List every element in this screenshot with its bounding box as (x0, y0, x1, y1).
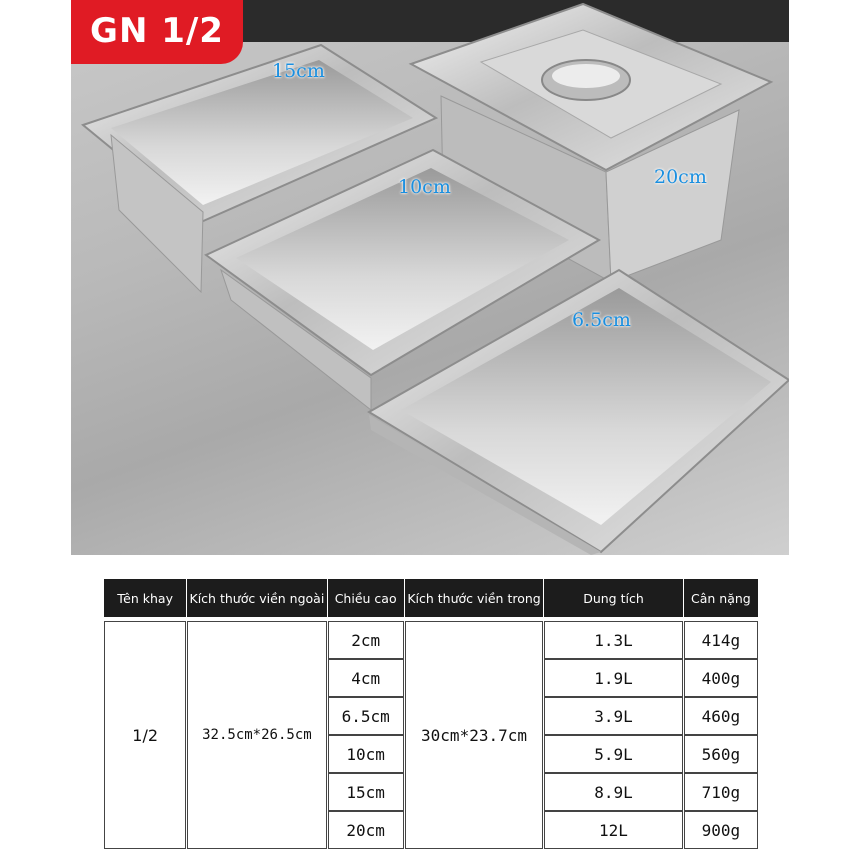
tray-name-cell: 1/2 (104, 621, 186, 849)
weight-cell: 400g (684, 659, 758, 697)
height-cell: 6.5cm (328, 697, 404, 735)
header-weight: Cân nặng (684, 579, 758, 617)
height-cell: 4cm (328, 659, 404, 697)
header-outer-size: Kích thước viền ngoài (187, 579, 326, 617)
height-cell: 15cm (328, 773, 404, 811)
height-cell: 20cm (328, 811, 404, 849)
header-inner-size: Kích thước viền trong (405, 579, 543, 617)
dimension-label-10cm: 10cm (398, 176, 451, 198)
capacity-cell: 12L (544, 811, 682, 849)
dimension-label-15cm: 15cm (272, 60, 325, 82)
outer-size-cell: 32.5cm*26.5cm (187, 621, 326, 849)
weight-cell: 560g (684, 735, 758, 773)
product-photo (71, 0, 789, 555)
height-cell: 2cm (328, 621, 404, 659)
weight-cell: 414g (684, 621, 758, 659)
inner-size-cell: 30cm*23.7cm (405, 621, 543, 849)
capacity-cell: 5.9L (544, 735, 682, 773)
dimension-label-20cm: 20cm (654, 166, 707, 188)
capacity-cell: 1.9L (544, 659, 682, 697)
height-cell: 10cm (328, 735, 404, 773)
spec-table (103, 579, 759, 849)
weight-cell: 900g (684, 811, 758, 849)
gn-size-badge: GN 1/2 (71, 0, 243, 64)
weight-cell: 460g (684, 697, 758, 735)
capacity-cell: 1.3L (544, 621, 682, 659)
capacity-cell: 3.9L (544, 697, 682, 735)
header-height: Chiều cao (328, 579, 404, 617)
weight-cell: 710g (684, 773, 758, 811)
dimension-label-6-5cm: 6.5cm (572, 309, 631, 331)
capacity-cell: 8.9L (544, 773, 682, 811)
steel-pans-illustration (71, 0, 789, 555)
table-row (104, 621, 758, 659)
header-capacity: Dung tích (544, 579, 682, 617)
header-tray-name: Tên khay (104, 579, 186, 617)
table-header-row (104, 579, 758, 617)
